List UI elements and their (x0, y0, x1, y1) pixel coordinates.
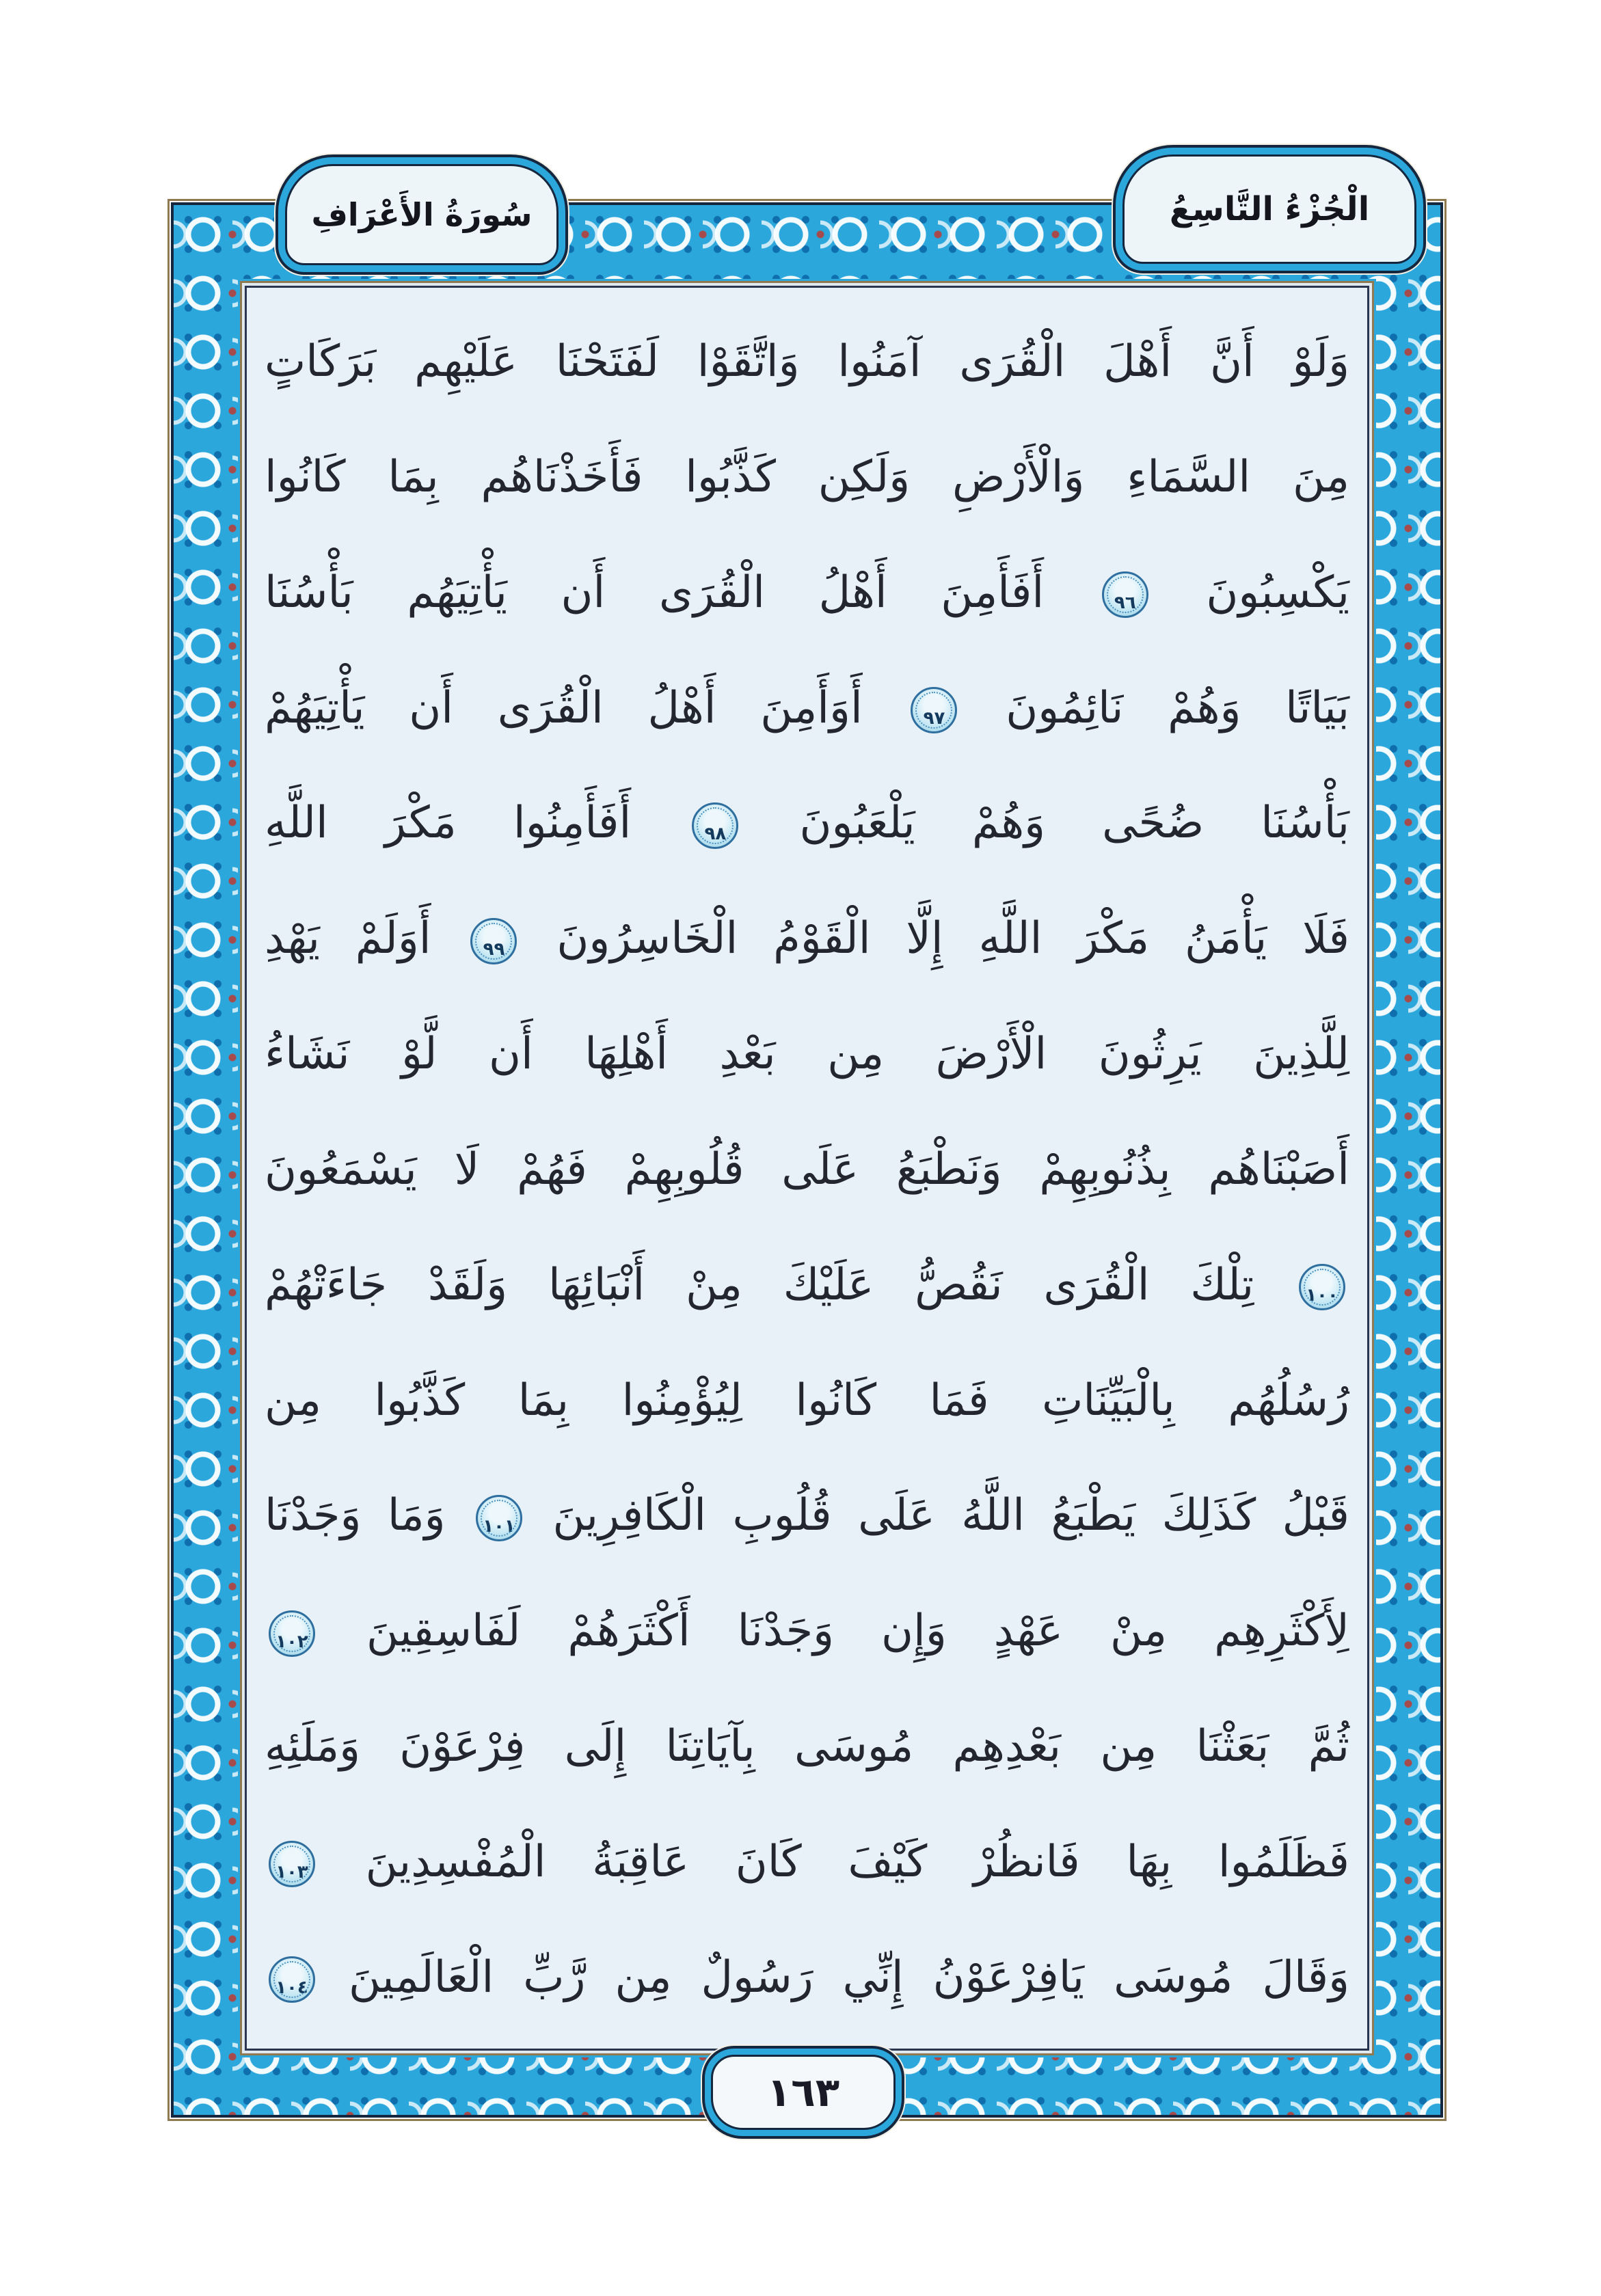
ayah-number: ١٠٤ (275, 1977, 308, 1999)
ayah-number: ٩٩ (483, 938, 505, 960)
quran-line: مِنَ السَّمَاءِ وَالْأَرْضِ وَلَكِن كَذَّبُوا فَأَخَذْنَاهُم بِمَا كَانُوا (265, 451, 1349, 502)
ayah-number: ١٠١ (483, 1515, 515, 1537)
quran-line: وَقَالَ مُوسَى يَافِرْعَوْنُ إِنِّي رَسُولٌ مِن رَّبِّ الْعَالَمِينَ ١٠٤ (265, 1920, 1349, 2035)
ayah-marker (269, 1841, 315, 1887)
quran-line: أَصَبْنَاهُم بِذُنُوبِهِمْ وَنَطْبَعُ عَلَى قُلُوبِهِمْ فَهُمْ لَا يَسْمَعُونَ (265, 1144, 1349, 1195)
ayah-marker (269, 1610, 315, 1657)
quran-line: بَيَاتًا وَهُمْ نَائِمُونَ ٩٧ أَوَأَمِنَ أَهْلُ الْقُرَى أَن يَأْتِيَهُمْ (265, 682, 1350, 733)
juz-title-tab (1122, 154, 1416, 264)
quran-line: ثُمَّ بَعَثْنَا مِن بَعْدِهِم مُوسَى بِآيَاتِنَا إِلَى فِرْعَوْنَ وَمَلَئِهِ (265, 1721, 1349, 1772)
decorative-border (171, 202, 1443, 2118)
page-number-badge (711, 2055, 896, 2130)
surah-title-label: سُورَةُ الأَعْرَافِ (311, 196, 533, 233)
ayah-marker (470, 918, 517, 964)
quran-line: فَظَلَمُوا بِهَا فَانظُرْ كَيْفَ كَانَ عَاقِبَةُ الْمُفْسِدِينَ ١٠٣ (265, 1805, 1349, 1919)
quran-line: رُسُلُهُم بِالْبَيِّنَاتِ فَمَا كَانُوا لِيُؤْمِنُوا بِمَا كَذَّبُوا مِن (265, 1375, 1349, 1426)
ayah-number: ١٠٠ (1306, 1285, 1338, 1306)
quran-line: وَلَوْ أَنَّ أَهْلَ الْقُرَى آمَنُوا وَاتَّقَوْا لَفَتَحْنَا عَلَيْهِم بَرَكَاتٍ (265, 336, 1349, 387)
quran-line: لِأَكْثَرِهِم مِنْ عَهْدٍ وَإِن وَجَدْنَا أَكْثَرَهُمْ لَفَاسِقِينَ ١٠٢ (265, 1574, 1349, 1688)
surah-title-tab (285, 164, 559, 265)
ayah-marker (692, 802, 738, 849)
quran-line: ١٠٠ تِلْكَ الْقُرَى نَقُصُّ عَلَيْكَ مِنْ أَنْبَائِهَا وَلَقَدْ جَاءَتْهُمْ (265, 1228, 1349, 1342)
quran-line: يَكْسِبُونَ ٩٦ أَفَأَمِنَ أَهْلُ الْقُرَى أَن يَأْتِيَهُم بَأْسُنَا (265, 567, 1349, 618)
ayah-number: ١٠٣ (275, 1862, 308, 1883)
quran-line: بَأْسُنَا ضُحًى وَهُمْ يَلْعَبُونَ ٩٨ أَفَأَمِنُوا مَكْرَ اللَّهِ (265, 798, 1350, 849)
quran-line: لِلَّذِينَ يَرِثُونَ الْأَرْضَ مِن بَعْدِ أَهْلِهَا أَن لَّوْ نَشَاءُ (265, 1029, 1349, 1080)
ayah-marker (1102, 571, 1148, 618)
ayah-marker (1299, 1264, 1345, 1310)
juz-title-label: الْجُزْءُ التَّاسِعُ (1169, 190, 1370, 228)
quran-text-area (245, 286, 1369, 2051)
ayah-number: ٩٨ (704, 823, 727, 844)
ayah-marker (269, 1956, 315, 2003)
ayah-number: ١٠٢ (275, 1631, 308, 1652)
quran-line: فَلَا يَأْمَنُ مَكْرَ اللَّهِ إِلَّا الْقَوْمُ الْخَاسِرُونَ ٩٩ أَوَلَمْ يَهْدِ (265, 913, 1350, 964)
ayah-marker (911, 687, 957, 733)
ayah-number: ٩٦ (1114, 593, 1136, 614)
quran-line: قَبْلُ كَذَلِكَ يَطْبَعُ اللَّهُ عَلَى قُلُوبِ الْكَافِرِينَ ١٠١ وَمَا وَجَدْنَا (265, 1490, 1349, 1541)
ayah-marker (476, 1495, 522, 1541)
page-number-label: ١٦٣ (766, 2069, 840, 2116)
ayah-number: ٩٧ (923, 707, 945, 729)
